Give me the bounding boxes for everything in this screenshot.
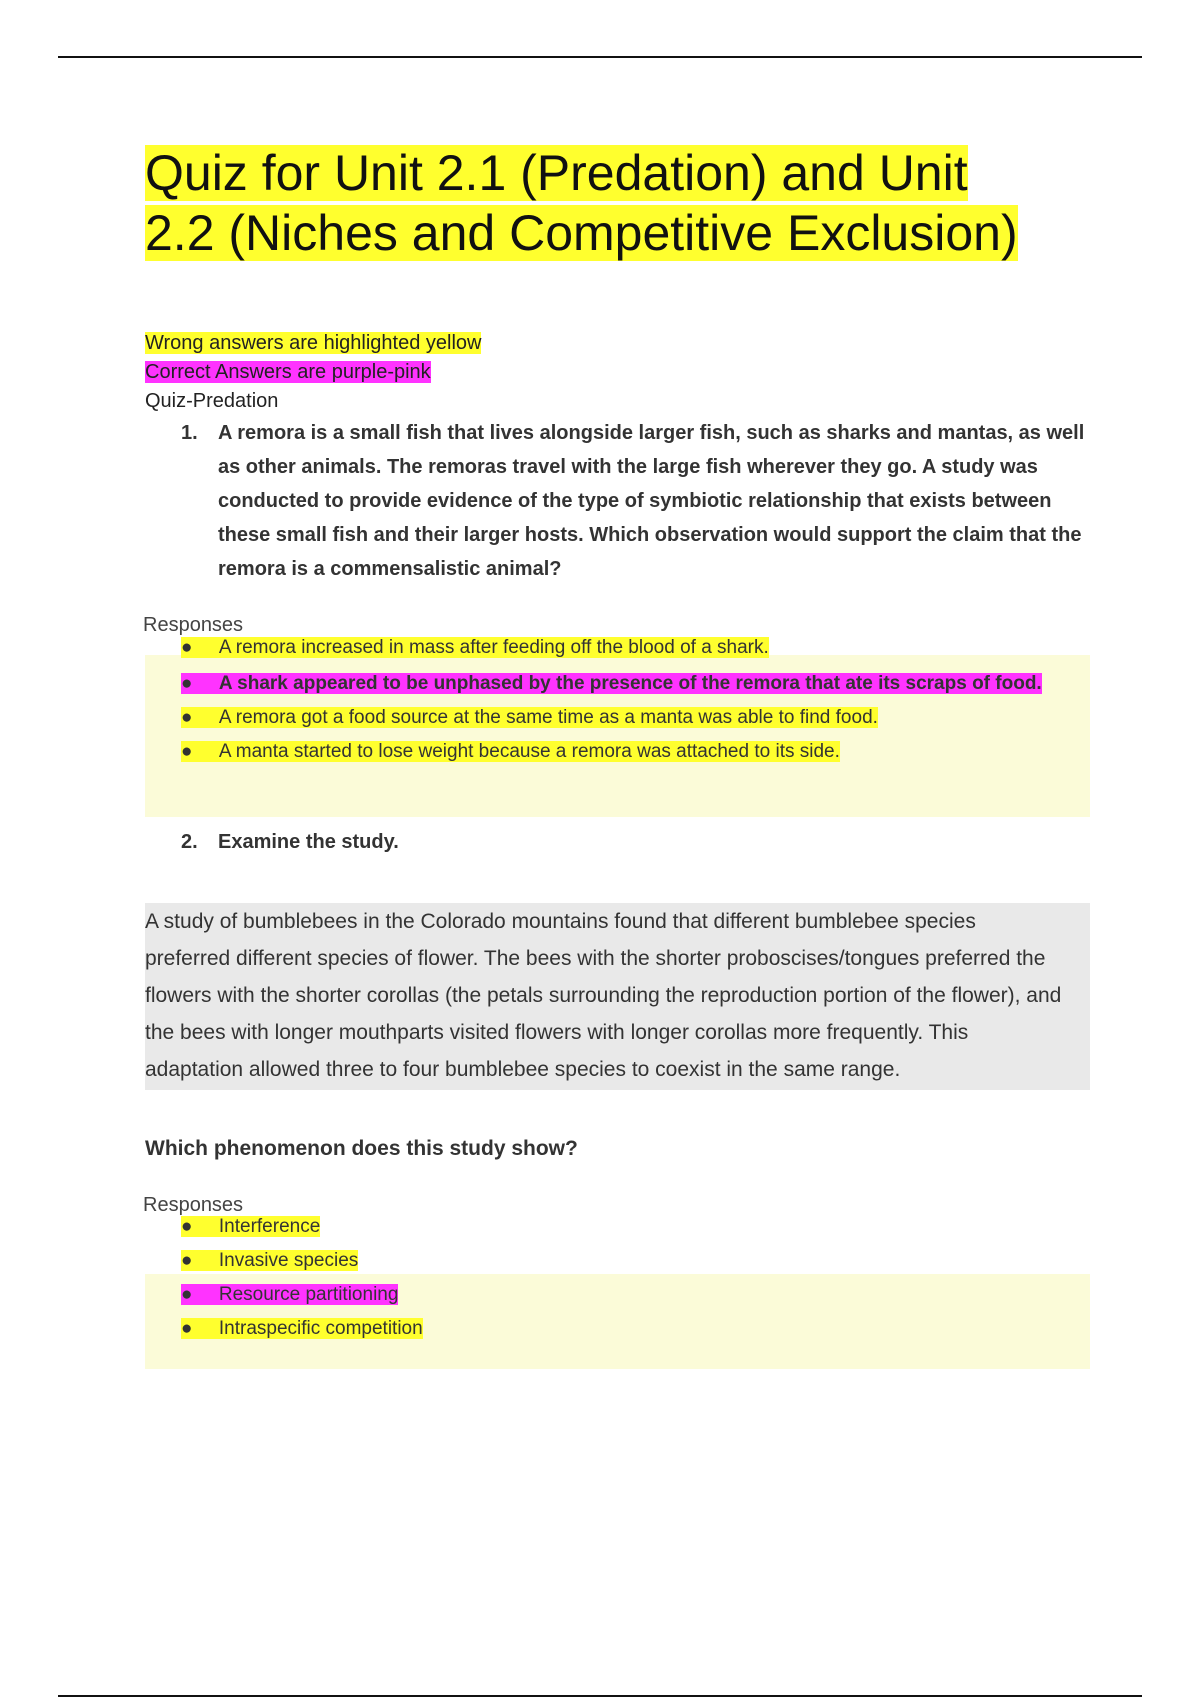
q2-responses-label: Responses (143, 1194, 244, 1216)
bottom-rule (58, 1695, 1142, 1697)
title-line-1: Quiz for Unit 2.1 (Predation) and Unit (145, 145, 968, 201)
top-rule (58, 56, 1142, 58)
q1-response-1: ● A remora increased in mass after feeding off the blood of a shark. (181, 637, 769, 658)
bullet-icon: ● (181, 1216, 219, 1237)
bullet-icon: ● (181, 1250, 219, 1271)
q2-response-4: ● Intraspecific competition (181, 1318, 423, 1339)
question-2-prompt: Which phenomenon does this study show? (145, 1137, 578, 1160)
q1-response-2: ● A shark appeared to be unphased by the presence of the remora that ate its scraps of food. (181, 673, 1042, 694)
question-1 (181, 416, 1090, 586)
bullet-icon: ● (181, 1284, 219, 1305)
legend-correct: Correct Answers are purple-pink (145, 361, 431, 383)
title-line-2: 2.2 (Niches and Competitive Exclusion) (145, 205, 1018, 261)
bullet-icon: ● (181, 673, 219, 694)
q2-response-2: ● Invasive species (181, 1250, 359, 1271)
study-passage: A study of bumblebees in the Colorado mountains found that different bumblebee species preferred different species of flower. The bees with the shorter proboscises/tongues preferred the flowers with the shorter corollas (the petals surrounding the reproduction portion of the flower), and the bees with longer mouthparts visited flowers with longer corollas more frequently. This adaptation allowed three to four bumblebee species to coexist in the same range. (145, 903, 1090, 1090)
question-2-number: 2. (181, 831, 198, 853)
q2-response-3: ● Resource partitioning (181, 1284, 399, 1305)
q1-responses (145, 629, 1090, 769)
q1-response-list (145, 629, 1090, 769)
bullet-icon: ● (181, 741, 219, 762)
q2-response-list (145, 1210, 1090, 1346)
bullet-icon: ● (181, 707, 219, 728)
question-1-number: 1. (181, 422, 198, 444)
document-body (145, 143, 1090, 1346)
q2-response-1: ● Interference (181, 1216, 321, 1237)
section-label: Quiz-Predation (145, 390, 279, 412)
document-title (145, 143, 1090, 263)
legend-wrong: Wrong answers are highlighted yellow (145, 332, 482, 354)
bullet-icon: ● (181, 637, 219, 658)
q1-response-4: ● A manta started to lose weight because a remora was attached to its side. (181, 741, 840, 762)
question-2 (181, 825, 1090, 859)
question-1-text: A remora is a small fish that lives alongside larger fish, such as sharks and mantas, as well as other animals. The remoras travel with the large fish wherever they go. A study was conducted to provide evidence of the type of symbiotic relationship that exists between these small fish and their larger hosts. Which observation would support the claim that the remora is a commensalistic animal? (218, 422, 1085, 580)
q1-responses-label: Responses (143, 614, 244, 636)
question-2-text: Examine the study. (218, 831, 399, 853)
q2-responses (145, 1210, 1090, 1346)
q1-response-3: ● A remora got a food source at the same time as a manta was able to find food. (181, 707, 878, 728)
bullet-icon: ● (181, 1318, 219, 1339)
highlight-legend (145, 329, 1090, 416)
